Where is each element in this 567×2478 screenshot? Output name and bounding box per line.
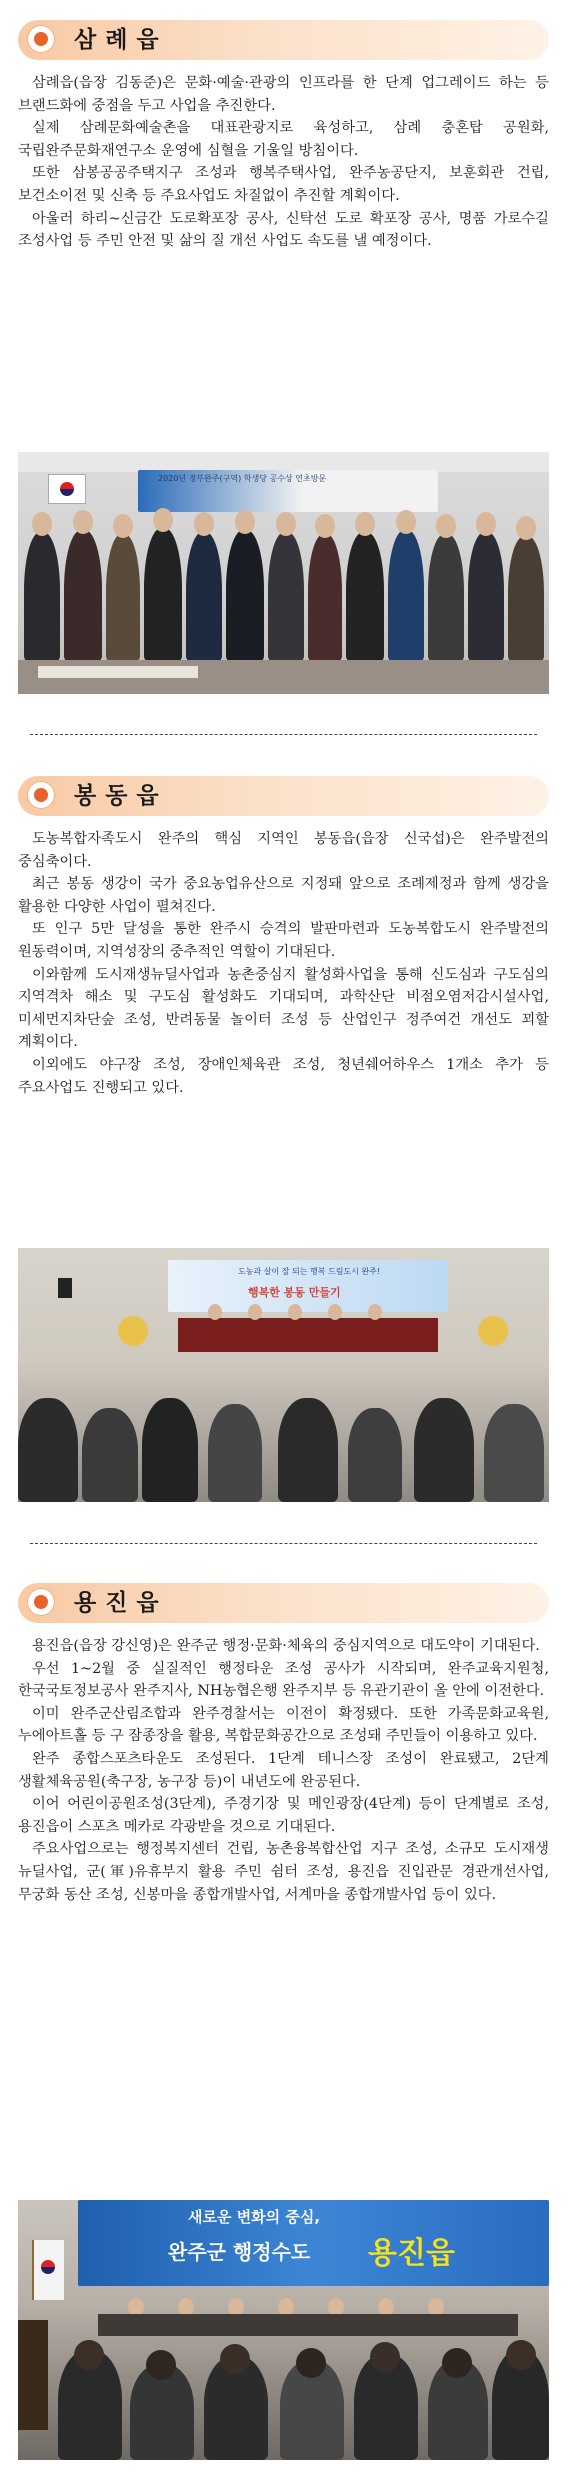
section-body — [18, 828, 549, 1099]
photo-yongjin-meeting — [18, 2200, 549, 2460]
paragraph: 이와함께 도시재생뉴딜사업과 농촌중심지 활성화사업을 통해 신도심과 구도심의 지역격차 해소 및 구도심 활성화도 기대되며, 과학산단 비점오염저감시설사업, 미세먼지차단숲 조성, 반려동물 놀이터 조성 등 산업인구 정주여건 개선도 꾀할 계획이다. — [18, 966, 549, 1051]
paragraph: 아울러 하리~신금간 도로확포장 공사, 신탁선 도로 확포장 공사, 명품 가로수길 조성사업 등 주민 안전 및 삶의 질 개선 사업도 속도를 낼 예정이다. — [18, 210, 549, 250]
section-bongdong — [18, 776, 549, 1099]
section-yongjin — [18, 1583, 549, 1906]
paragraph: 우선 1~2월 중 실질적인 행정타운 조성 공사가 시작되며, 완주교육지원청, 한국국토정보공사 완주지사, NH농협은행 완주지부 등 유관기관이 올 안에 이전한다. — [18, 1660, 549, 1700]
banner-text: 완주군 행정수도 — [168, 2240, 311, 2264]
banner-text: 새로운 변화의 중심, — [188, 2208, 321, 2226]
photo-bongdong-meeting — [18, 1248, 549, 1502]
paragraph: 최근 봉동 생강이 국가 중요농업유산으로 지정돼 앞으로 조례제정과 함께 생강을 활용한 다양한 사업이 펼쳐진다. — [18, 876, 549, 915]
section-divider — [30, 1543, 537, 1544]
paragraph: 완주 종합스포츠타운도 조성된다. 1단계 테니스장 조성이 완료됐고, 2단계 생활체육공원(축구장, 농구장 등)이 내년도에 완공된다. — [18, 1750, 549, 1790]
section-body — [18, 1635, 549, 1906]
bullet-icon — [28, 1589, 54, 1615]
paragraph: 주요사업으로는 행정복지센터 건립, 농촌융복합산업 지구 조성, 소규모 도시재생 뉴딜사업, 군(軍)유휴부지 활용 주민 쉼터 조성, 용진읍 진입관문 경관개선사업, 무궁화 동산 조성, 신봉마을 종합개발사업, 서계마을 종합개발사업 등이 있다. — [18, 1841, 549, 1903]
section-title: 봉동읍 — [74, 783, 168, 809]
event-banner — [168, 1260, 448, 1312]
section-title: 용진읍 — [74, 1590, 168, 1616]
paragraph: 이어 어린이공원조성(3단계), 주경기장 및 메인광장(4단계) 등이 단계별로 조성, 용진읍이 스포츠 메카로 각광받을 것으로 기대된다. — [18, 1796, 549, 1835]
paragraph: 용진읍(읍장 강신영)은 완주군 행정·문화·체육의 중심지역으로 대도약이 기대된다. — [32, 1638, 540, 1654]
photo-samnye-group — [18, 452, 549, 694]
section-body — [18, 72, 549, 253]
bullet-icon — [28, 782, 54, 808]
section-header — [18, 20, 549, 60]
section-title: 삼례읍 — [74, 27, 168, 53]
banner-name: 용진읍 — [368, 2236, 455, 2271]
banner-text: 도농과 살이 잘 되는 행복 드림도시 완주! — [238, 1267, 381, 1276]
paragraph: 이미 완주군산림조합과 완주경찰서는 이전이 확정됐다. 또한 가족문화교육원, 누에아트홀 등 구 잠종장을 활용, 복합문화공간으로 조성돼 주민들이 이용하고 있다. — [18, 1705, 549, 1745]
paragraph: 삼례읍(읍장 김동준)은 문화·예술·관광의 인프라를 한 단계 업그레이드 하는 등 브랜드화에 중점을 두고 사업을 추진한다. — [18, 75, 549, 114]
banner-text: 2020년 정부완주(구역) 학생당 공수상 연초방문 — [158, 474, 327, 483]
paragraph: 또한 삼봉공공주택지구 조성과 행복주택사업, 완주농공단지, 보훈회관 건립, 보건소이전 및 신축 등 주요사업도 차질없이 추진할 계획이다. — [18, 165, 549, 204]
event-banner — [138, 470, 438, 512]
paragraph: 이외에도 야구장 조성, 장애인체육관 조성, 청년쉐어하우스 1개소 추가 등 주요사업도 진행되고 있다. — [18, 1056, 549, 1096]
section-divider — [30, 734, 537, 735]
section-samnye — [18, 20, 549, 253]
section-header — [18, 1583, 549, 1623]
bullet-icon — [28, 26, 54, 52]
paragraph: 실제 삼례문화예술촌을 대표관광지로 육성하고, 삼례 충혼탑 공원화, 국립완주문화재연구소 운영에 심혈을 기울일 방침이다. — [18, 120, 549, 159]
banner-text: 행복한 봉동 만들기 — [248, 1286, 341, 1299]
paragraph: 또 인구 5만 달성을 통한 완주시 승격의 발판마련과 도농복합도시 완주발전의 원동력이며, 지역성장의 중추적인 역할이 기대된다. — [18, 921, 549, 960]
flag-icon — [32, 2240, 64, 2300]
paragraph: 도농복합자족도시 완주의 핵심 지역인 봉동읍(읍장 신국섭)은 완주발전의 중심축이다. — [18, 831, 549, 870]
event-banner — [78, 2200, 549, 2286]
flag-icon — [48, 474, 86, 504]
section-header — [18, 776, 549, 816]
